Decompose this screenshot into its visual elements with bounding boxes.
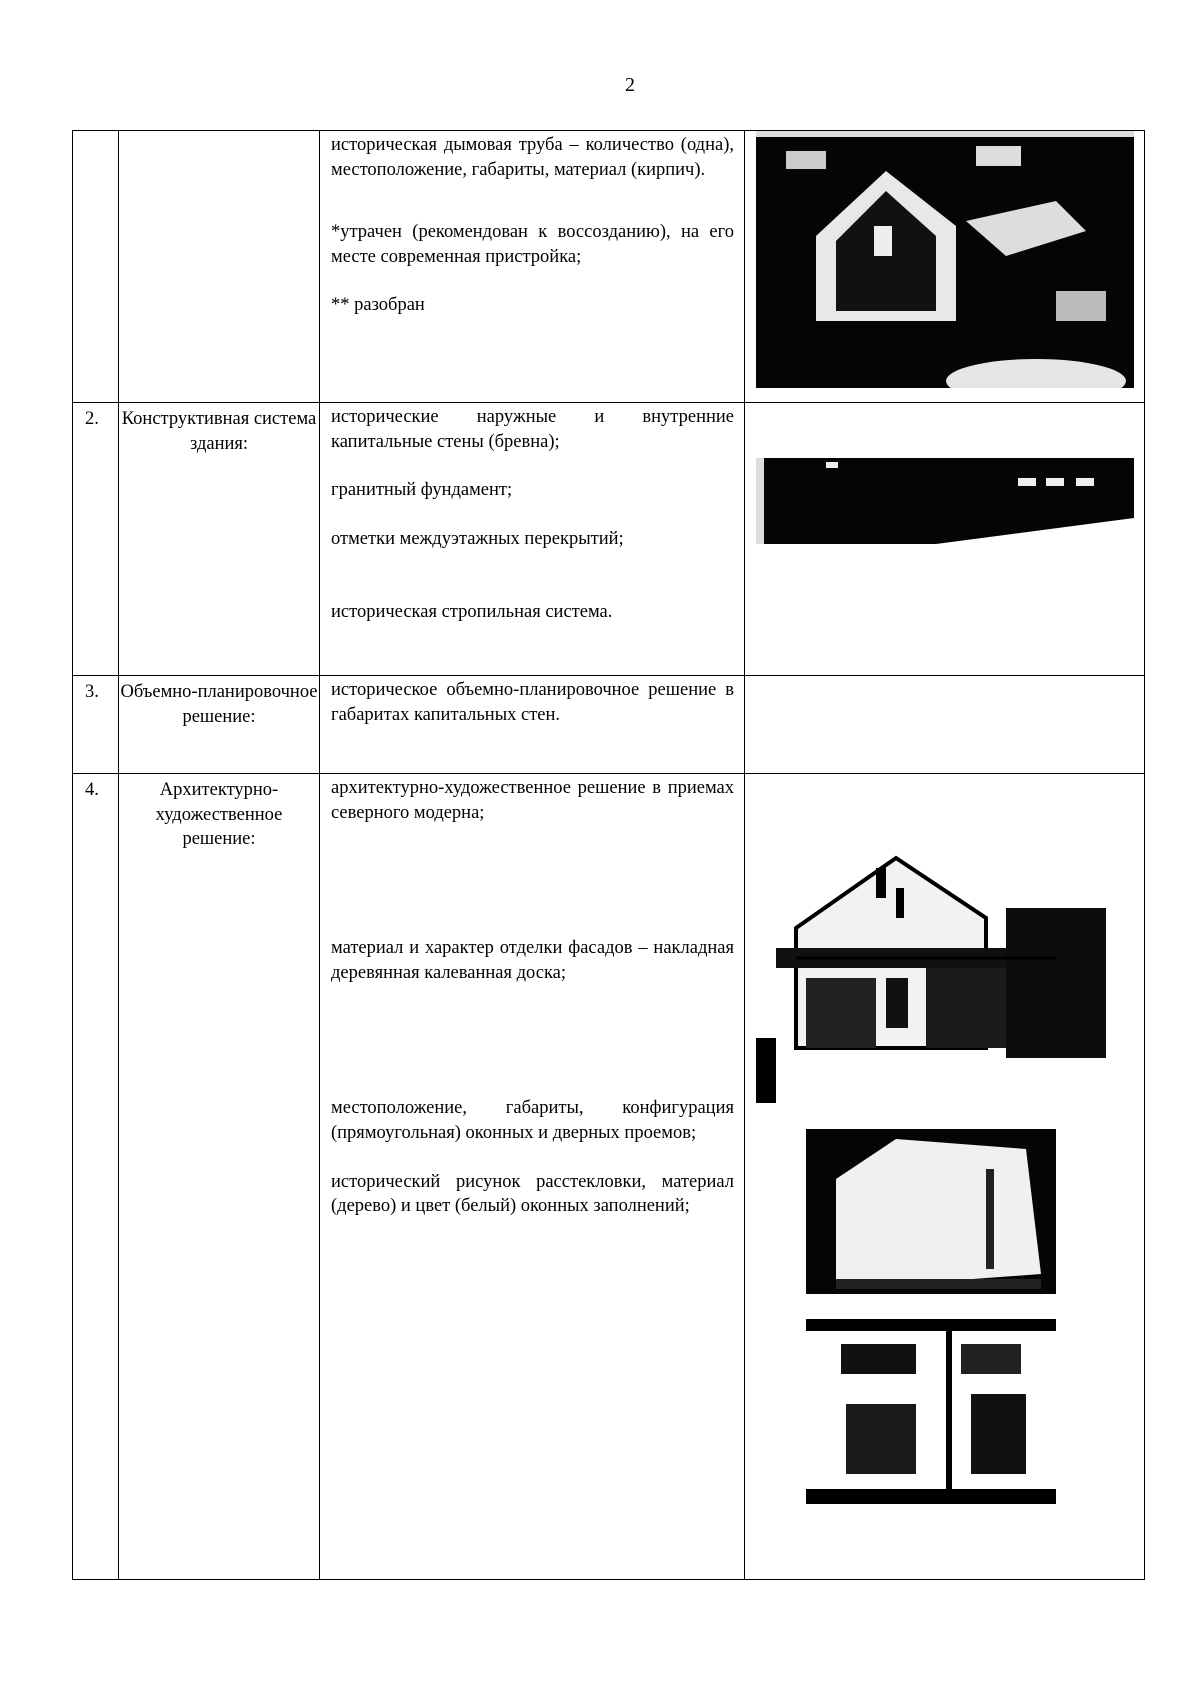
- description-item: местоположение, габариты, конфигурация (прямоугольная) оконных и дверных проемов;: [331, 1098, 734, 1143]
- description-item: *утрачен (рекомендован к воссозданию), на его месте современная пристройка;: [331, 222, 734, 267]
- row-description: [320, 774, 745, 1580]
- description-item: гранитный фундамент;: [331, 480, 513, 501]
- description-item: исторические наружные и внутренние капитальные стены (бревна);: [331, 407, 734, 452]
- page-number: 2: [625, 74, 635, 96]
- wall-photo-icon: [806, 1129, 1056, 1294]
- description-item: архитектурно-художественное решение в приемах северного модерна;: [331, 778, 734, 823]
- table-row: [73, 774, 1145, 1580]
- foundation-photo-icon: [756, 458, 1134, 544]
- row-photo-cell: [745, 774, 1145, 1580]
- row-number: 3.: [73, 676, 119, 774]
- table-row: [73, 676, 1145, 774]
- row-photo-cell: [745, 131, 1145, 403]
- row-title: Архитектурно-художественное решение:: [119, 774, 320, 1580]
- description-item: историческое объемно-планировочное решение в габаритах капитальных стен.: [331, 680, 734, 725]
- row-photo-cell: [745, 403, 1145, 676]
- row-photo-cell: [745, 676, 1145, 774]
- house-photo-icon: [756, 131, 1134, 388]
- row-description: [320, 403, 745, 676]
- table-row: [73, 131, 1145, 403]
- window-photo-icon: [806, 1319, 1056, 1504]
- table-row: [73, 403, 1145, 676]
- row-title: Объемно-планировочное решение:: [119, 676, 320, 774]
- row-title: Конструктивная система здания:: [119, 403, 320, 676]
- row-number: 4.: [73, 774, 119, 1580]
- row-number: [73, 131, 119, 403]
- row-description: [320, 131, 745, 403]
- row-title: [119, 131, 320, 403]
- row-number: 2.: [73, 403, 119, 676]
- facade-photo-icon: [756, 808, 1134, 1103]
- row-description: [320, 676, 745, 774]
- description-item: отметки междуэтажных перекрытий;: [331, 528, 624, 549]
- description-item: историческая стропильная система.: [331, 602, 613, 623]
- description-item: материал и характер отделки фасадов – накладная деревянная калеванная доска;: [331, 938, 734, 983]
- description-item: ** разобран: [331, 295, 425, 316]
- description-item: историческая дымовая труба – количество (одна), местоположение, габариты, материал (кирпич).: [331, 135, 734, 180]
- subject-protection-table: [72, 130, 1145, 1580]
- description-item: исторический рисунок расстекловки, материал (дерево) и цвет (белый) оконных заполнений;: [331, 1171, 734, 1217]
